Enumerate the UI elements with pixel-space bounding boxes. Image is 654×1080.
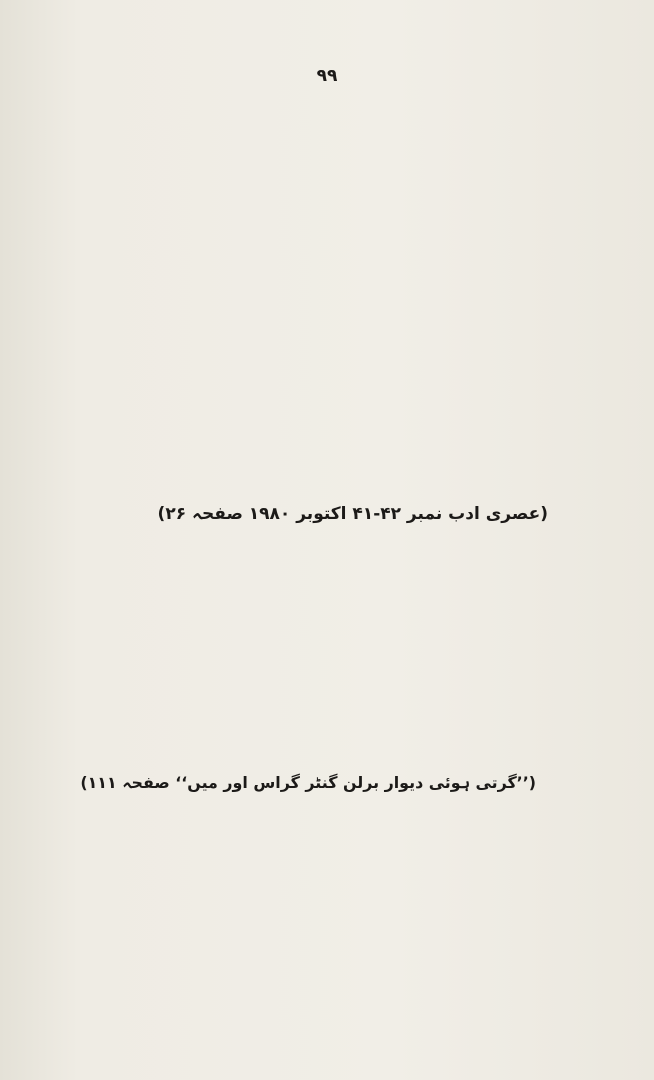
- citation-berlin-wall: (’’گرتی ہوئی دیوار برلن گنٹر گراس اور میں‘‘ صفحہ ۱۱۱): [80, 773, 536, 792]
- page-number: ۹۹: [316, 66, 338, 86]
- citation-asri-adab: (عصری ادب نمبر ۴۲-۴۱ اکتوبر ۱۹۸۰ صفحہ ۲۶): [157, 504, 548, 524]
